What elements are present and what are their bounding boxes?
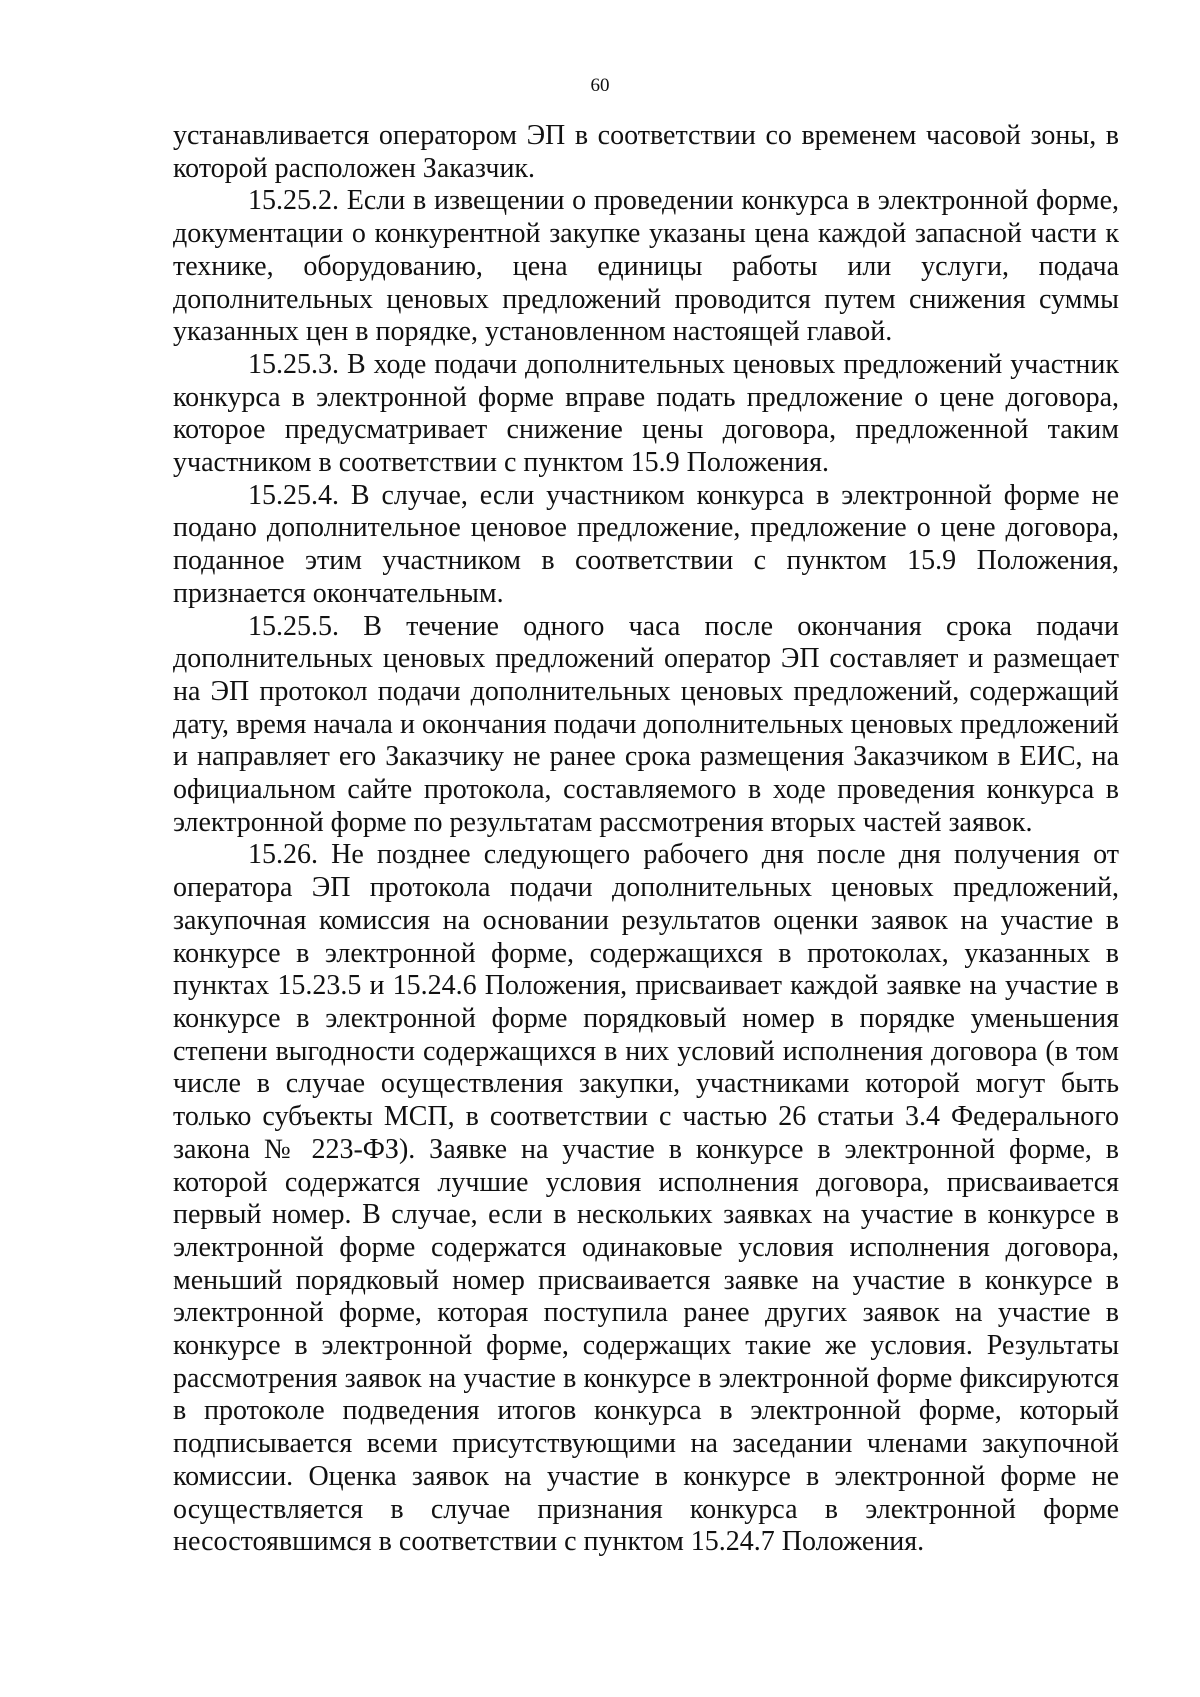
paragraph-15-25-3: 15.25.3. В ходе подачи дополнительных ценовых предложений участник конкурса в электронной форме вправе подать предложение о цене договора, которое предусматривает снижение цены договора, предложенной таким участником в соответствии с пунктом 15.9 Положения. [173,348,1119,479]
paragraph-15-25-2: 15.25.2. Если в извещении о проведении конкурса в электронной форме, документации о конкурентной закупке указаны цена каждой запасной части к технике, оборудованию, цена единицы работы или услуги, подача дополнительных ценовых предложений проводится путем снижения суммы указанных цен в порядке, установленном настоящей главой. [173,185,1119,348]
paragraph-15-26: 15.26. Не позднее следующего рабочего дня после дня получения от оператора ЭП протокола подачи дополнительных ценовых предложений, закупочная комиссия на основании результатов оценки заявок на участие в конкурсе в электронной форме, содержащихся в протоколах, указанных в пунктах 15.23.5 и 15.24.6 Положения, присваивает каждой заявке на участие в конкурсе в электронной форме порядковый номер в порядке уменьшения степени выгодности содержащихся в них условий исполнения договора (в том числе в случае осуществления закупки, участниками которой могут быть только субъекты МСП, в соответствии с частью 26 статьи 3.4 Федерального закона № 223-ФЗ). Заявке на участие в конкурсе в электронной форме, в которой содержатся лучшие условия исполнения договора, присваивается первый номер. В случае, если в нескольких заявках на участие в конкурсе в электронной форме содержатся одинаковые условия исполнения договора, меньший порядковый номер присваивается заявке на участие в конкурсе в электронной форме, которая поступила ранее других заявок на участие в конкурсе в электронной форме, содержащих такие же условия. Результаты рассмотрения заявок на участие в конкурсе в электронной форме фиксируются в протоколе подведения итогов конкурса в электронной форме, который подписывается всеми присутствующими на заседании членами закупочной комиссии. Оценка заявок на участие в конкурсе в электронной форме не осуществляется в случае признания конкурса в электронной форме несостоявшимся в соответствии с пунктом 15.24.7 Положения. [173,839,1119,1558]
paragraph-15-25-4: 15.25.4. В случае, если участником конкурса в электронной форме не подано дополнительное ценовое предложение, предложение о цене договора, поданное этим участником в соответствии с пунктом 15.9 Положения, признается окончательным. [173,479,1119,609]
document-body [173,120,1119,1559]
paragraph-15-25-5: 15.25.5. В течение одного часа после окончания срока подачи дополнительных ценовых предложений оператор ЭП составляет и размещает на ЭП протокол подачи дополнительных ценовых предложений, содержащий дату, время начала и окончания подачи дополнительных ценовых предложений и направляет его Заказчику не ранее срока размещения Заказчиком в ЕИС, на официальном сайте протокола, составляемого в ходе проведения конкурса в электронной форме по результатам рассмотрения вторых частей заявок. [173,610,1119,838]
paragraph-continuation: устанавливается оператором ЭП в соответствии со временем часовой зоны, в которой расположен Заказчик. [173,120,1119,184]
page-number: 60 [590,75,610,96]
